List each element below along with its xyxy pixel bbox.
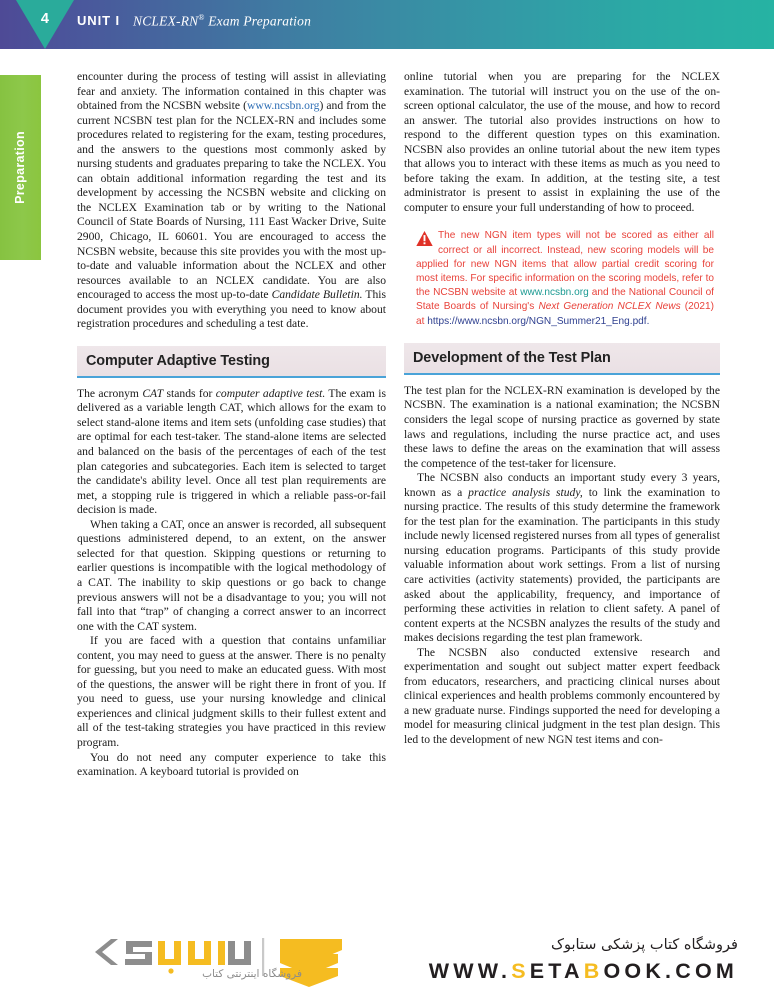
practice-part2: to link the examination to nursing practice. The results of this study determine the framework for the test plan for the examination. The participants in this study include newly licensed registered nurses from all types of generalist nursing education programs. Participants of this study provide valuable information about work settings. From a list of nursing care activities (activity statements) provided, the participants are asked about the applicability, frequency, and importance of performing these activities in relation to client safety. A panel of content experts at the NCSBN analyzes the results of the study and makes decisions regarding the test plan framework. [404,485,720,645]
paragraph-keyboard-tutorial: You do not need any computer experience to take this examination. A keyboard tutorial is provided on [77,750,386,779]
right-text-column [404,70,720,748]
footer-persian-subtitle: فروشگاه اینترنتی کتاب [202,968,302,980]
ncsbn-website-link[interactable]: www.ncsbn.org [246,99,320,113]
cat-expansion-italic: computer adaptive test. [215,386,326,400]
alert-publication-title: Next Generation NCLEX News [538,301,681,313]
section-heading-label-2: Development of the Test Plan [413,349,611,366]
header-title-text-2: Exam Preparation [204,13,312,29]
warning-triangle-icon [416,231,433,246]
candidate-bulletin-italic: Candidate Bulletin. [271,288,363,302]
header-unit-label: UNIT I [77,13,120,28]
url-suffix: OOK.COM [603,959,738,983]
page-number: 4 [40,11,50,27]
section-heading-computer-adaptive-testing [77,346,386,378]
running-header [0,0,774,49]
section-heading-label: Computer Adaptive Testing [86,352,270,369]
cat-part3: The exam is delivered as a variable length CAT, which allows for the exam to select stand-alone items and item sets (unfolding case studies) that are optimal for each test-taker. The stand-alone items are selected and balanced on the basis of the percentages of each of the test plan categories and subcategories. Each item is selected to target the candidate's ability level. Once all test plan requirements are met, a stopping rule is triggered in which a reliable pass-or-fail decision is made. [77,386,386,517]
paragraph-intro-part3: This document provides you with everything you need to know about registration procedures and scheduling a test date. [77,288,386,331]
paragraph-cat-definition [77,387,386,518]
alert-ncsbn-link[interactable]: www.ncsbn.org [520,287,589,299]
cat-part1: The acronym [77,386,143,400]
alert-part1: The new NGN item types will not be scored as either all correct or all incorrect. Instead, new scoring models will be applied for new NGN items that allow partial credit scoring for most items. For specific information on the scoring models, refer to the NCSBN website at [416,230,714,299]
practice-part1: The NCSBN also conducts an important study every 3 years, known as a [404,471,720,499]
paragraph-guessing: If you are faced with a question that contains unfamiliar content, you may need to guess at the answer. There is no penalty for guessing, but you need to make an educated guess. With most of the questions, the answer will be right there in front of you. If you need to guess, use your nursing knowledge and clinical experiences and clinical judgment skills to their fullest extent and all of the test-taking strategies you have practiced in this review program. [77,634,386,749]
footer-website-url[interactable] [429,959,738,984]
section-heading-development-of-the-test-plan [404,343,720,375]
url-letters-eta: ETA [529,959,584,983]
footer-persian-title: فروشگاه کتاب پزشکی ستابوک [550,937,738,953]
header-book-title [133,13,311,30]
header-title-text: NCLEX-RN [133,13,199,29]
setabook-logo-icon [40,937,385,989]
paragraph-intro-part1: encounter during the process of testing will assist in alleviating fear and anxiety. The information contained in this chapter was obtained from the NCSBN website ( [77,70,386,113]
ngn-scoring-alert-box [416,229,716,328]
footer-watermark [0,935,774,991]
left-text-column [77,70,386,780]
paragraph-online-tutorial: online tutorial when you are preparing for the NCLEX examination. The tutorial will instruct you on the use of the on-screen optional calculator, the use of the mouse, and how to record an answer. The tutorial also provides instructions on how to respond to the different question types on this examination. NCSBN also provides an online tutorial about the new item types that allows you to interact with these items as much as you need to before taking the exam. In addition, at the testing site, a test administrator is present to assist in explaining the use of the computer to ensure your full understanding of how to proceed. [404,70,720,214]
side-tab-label: Preparation [13,131,27,204]
unit-side-tab [0,75,41,260]
footer-brand-block [400,935,774,991]
paragraph-practice-analysis [404,471,720,646]
registered-trademark-icon: ® [198,13,205,22]
paragraph-ngn-research: The NCSBN also conducted extensive research and experimentation and sought out subject matter expert feedback from educators, researchers, and practicing clinical nurses about clinical experiences and health problems commonly encountered by a new graduate nurse. Findings supported the need for developing a model for measuring clinical judgment in the test plan design. This led to the development of new NGN test items and con- [404,645,720,747]
alert-part2: and the National Council of State Boards of Nursing's [416,287,714,313]
cat-acronym-italic: CAT [142,386,164,400]
ngn-alert-text [416,229,714,328]
paragraph-intro [77,70,386,332]
alert-part3: (2021) at [416,301,714,327]
url-prefix: WWW. [428,959,512,983]
paragraph-cat-mechanics: When taking a CAT, once an answer is recorded, all subsequent questions administered depend, to an extent, on the answer selected for that question. Skipping questions or returning to earlier questions is incompatible with the logical methodology of a CAT. The inability to skip questions or go back to change previous answers will not be a disadvantage to you; you will not fall into that “trap” of changing a correct answer to an incorrect one with the CAT system. [77,517,386,633]
practice-analysis-study-italic: practice analysis study, [468,485,583,499]
url-letter-b: B [583,959,604,983]
url-letter-s: S [511,959,530,983]
cat-part2: stands for [163,386,216,400]
paragraph-intro-part2: ) and from the current NCSBN test plan for the NCLEX-RN and includes some procedures related to registering for the exam, testing procedures, and the answers to the questions most commonly asked by nursing students and graduates preparing to take the NCLEX. You can obtain additional information regarding the test and its development by accessing the NCSBN website and clicking on the NCLEX Examination tab or by writing to the National Council of State Boards of Nursing, 111 East Wacker Drive, Suite 2900, Chicago, IL 60601. You are encouraged to access the NCSBN website, because this site provides you with the most up-to-date and valuable information about the NCLEX and other resources available to an NCLEX candidate. You are also encouraged to access the most up-to-date [77,99,386,302]
paragraph-test-plan-dev: The test plan for the NCLEX-RN examination is developed by the NCSBN. The examination is a national examination; the NCSBN considers the legal scope of nursing practice as governed by state laws and regulations, including the nurse practice act, and uses these laws to define the areas on the examination that will assess the competence of the test-taker for licensure. [404,383,720,470]
alert-pdf-link[interactable]: https://www.ncsbn.org/NGN_Summer21_Eng.pdf. [427,315,650,327]
